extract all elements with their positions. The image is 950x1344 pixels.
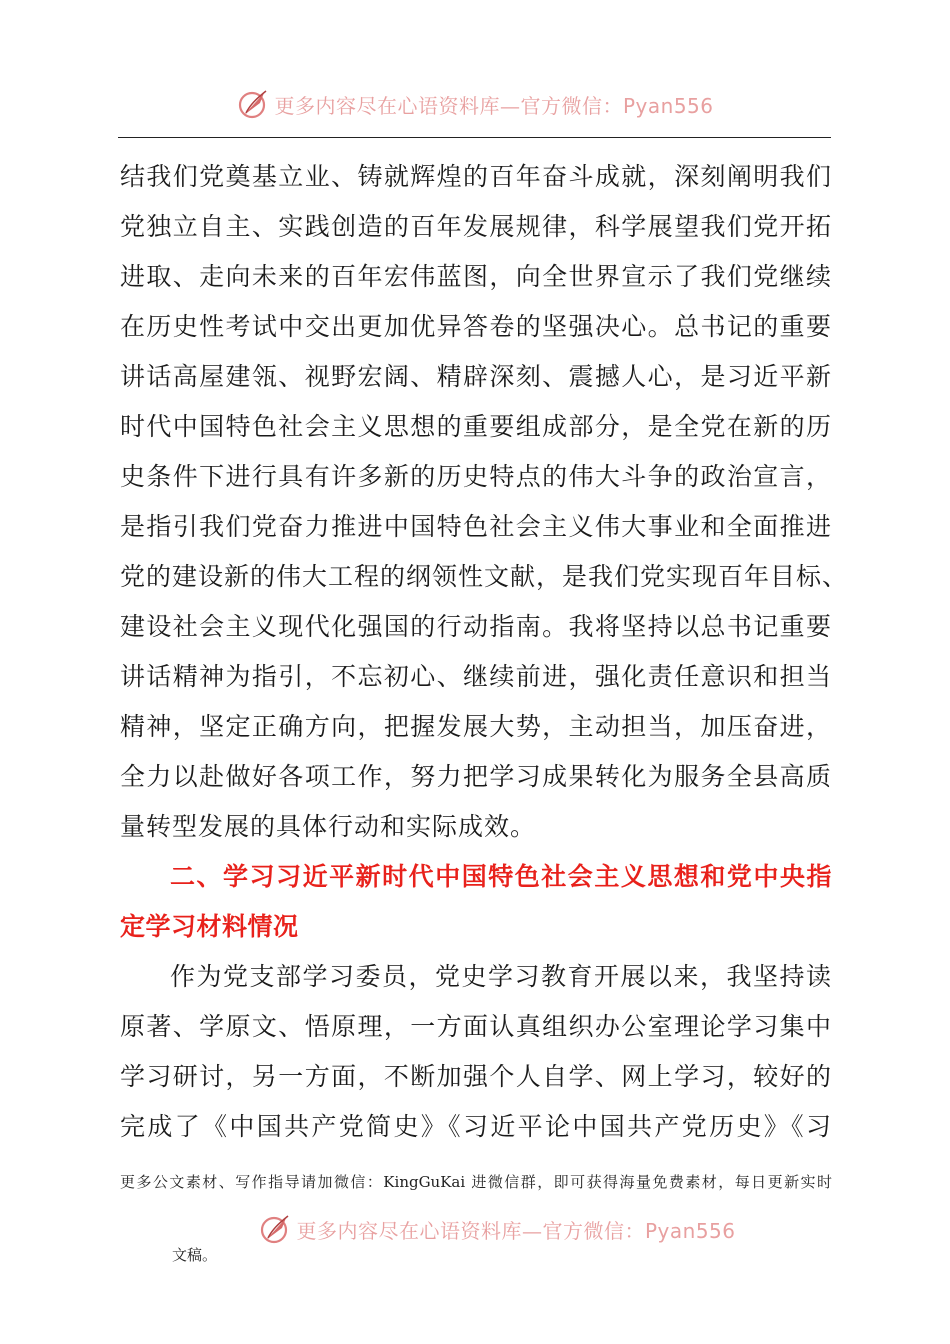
text-line: 是指引我们党奋力推进中国特色社会主义伟大事业和全面推进 — [120, 512, 832, 541]
text-line: 史条件下进行具有许多新的历史特点的伟大斗争的政治宣言， — [120, 462, 832, 491]
text-line: 学习研讨，另一方面，不断加强个人自学、网上学习，较好的 — [120, 1062, 832, 1091]
text-line: 精神，坚定正确方向，把握发展大势，主动担当，加压奋进， — [120, 712, 832, 741]
text-line: 作为党支部学习委员，党史学习教育开展以来，我坚持读 — [170, 962, 832, 991]
text-line: 建设社会主义现代化强国的行动指南。我将坚持以总书记重要 — [120, 612, 832, 641]
text-line: 进取、走向未来的百年宏伟蓝图，向全世界宣示了我们党继续 — [120, 262, 832, 291]
section-heading: 二、学习习近平新时代中国特色社会主义思想和党中央指 — [170, 862, 832, 891]
text-line: 结我们党奠基立业、铸就辉煌的百年奋斗成就，深刻阐明我们 — [120, 162, 832, 191]
text-line: 讲话精神为指引，不忘初心、继续前进，强化责任意识和担当 — [120, 662, 832, 691]
quill-logo-icon — [258, 1212, 292, 1246]
header-divider — [118, 137, 831, 138]
text-line: 党独立自主、实践创造的百年发展规律，科学展望我们党开拓 — [120, 212, 832, 241]
footer-note: 更多公文素材、写作指导请加微信：KingGuKai 进微信群，即可获得海量免费素材，每日更新实时 — [120, 1173, 832, 1191]
text-line: 量转型发展的具体行动和实际成效。 — [120, 812, 537, 841]
text-line: 全力以赴做好各项工作，努力把学习成果转化为服务全县高质 — [120, 762, 832, 791]
text-line: 时代中国特色社会主义思想的重要组成部分，是全党在新的历 — [120, 412, 832, 441]
quill-logo-icon — [236, 87, 270, 121]
watermark-text: 更多内容尽在心语资料库—官方微信：Pyan556 — [296, 1218, 736, 1243]
text-line: 在历史性考试中交出更加优异答卷的坚强决心。总书记的重要 — [120, 312, 832, 341]
footer-note-continued: 文稿。 — [172, 1246, 218, 1264]
text-line: 讲话高屋建瓴、视野宏阔、精辟深刻、震撼人心，是习近平新 — [120, 362, 832, 391]
text-line: 完成了《中国共产党简史》《习近平论中国共产党历史》《习 — [120, 1112, 832, 1141]
watermark-header — [0, 86, 950, 122]
section-heading-cont: 定学习材料情况 — [120, 912, 299, 941]
watermark-text: 更多内容尽在心语资料库—官方微信：Pyan556 — [274, 93, 714, 118]
document-body — [120, 152, 849, 1152]
watermark-footer — [22, 1211, 950, 1247]
text-line: 原著、学原文、悟原理，一方面认真组织办公室理论学习集中 — [120, 1012, 832, 1041]
text-line: 党的建设新的伟大工程的纲领性文献，是我们党实现百年目标、 — [120, 562, 849, 591]
